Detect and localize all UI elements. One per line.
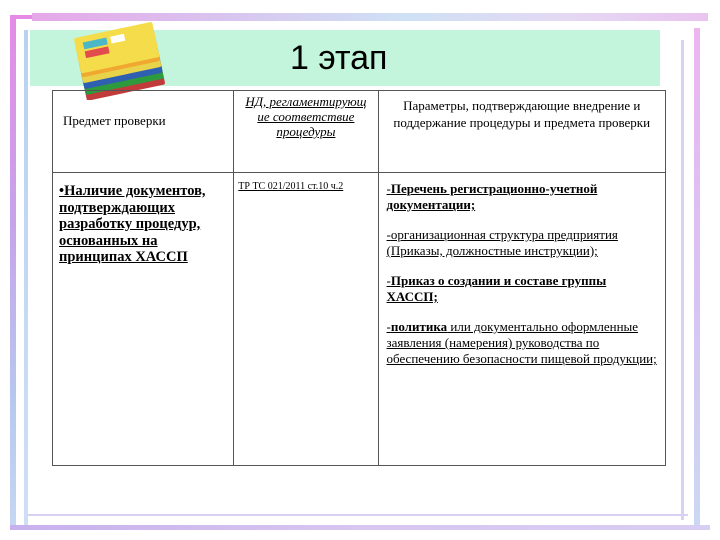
decor-stripe	[10, 15, 16, 530]
subject-text: •Наличие документов, подтверждающих разработку процедур, основанных на принципах ХАССП	[59, 183, 206, 265]
decor-stripe	[24, 30, 28, 530]
table-row	[53, 173, 666, 466]
slide-title: 1 этап	[290, 39, 388, 77]
decor-stripe	[28, 514, 688, 516]
table-header-row	[53, 91, 666, 173]
cell-regulation: ТР ТС 021/2011 ст.10 ч.2	[234, 173, 378, 466]
decor-stripe	[694, 28, 700, 528]
cell-parameters	[378, 173, 665, 466]
param-item: -Перечень регистрационно-учетной документации;	[386, 181, 598, 212]
header-parameters: Параметры, подтверждающие внедрение и поддержание процедуры и предмета проверки	[378, 91, 665, 173]
decor-stripe	[10, 525, 710, 530]
param-item: -организационная структура предприятия (Приказы, должностные инструкции);	[386, 227, 618, 258]
header-regulation: НД, регламентирующ ие соответствие процедуры	[234, 91, 378, 173]
header-subject: Предмет проверки	[53, 91, 234, 173]
file-folders-icon	[66, 18, 186, 100]
param-item: -политика или документально оформленные заявления (намерения) руководства по обеспечению безопасности пищевой продукции;	[386, 319, 657, 366]
decor-stripe	[681, 40, 684, 520]
cell-subject	[53, 173, 234, 466]
check-table	[52, 90, 666, 466]
param-item: -Приказ о создании и составе группы ХАССП;	[386, 273, 607, 304]
